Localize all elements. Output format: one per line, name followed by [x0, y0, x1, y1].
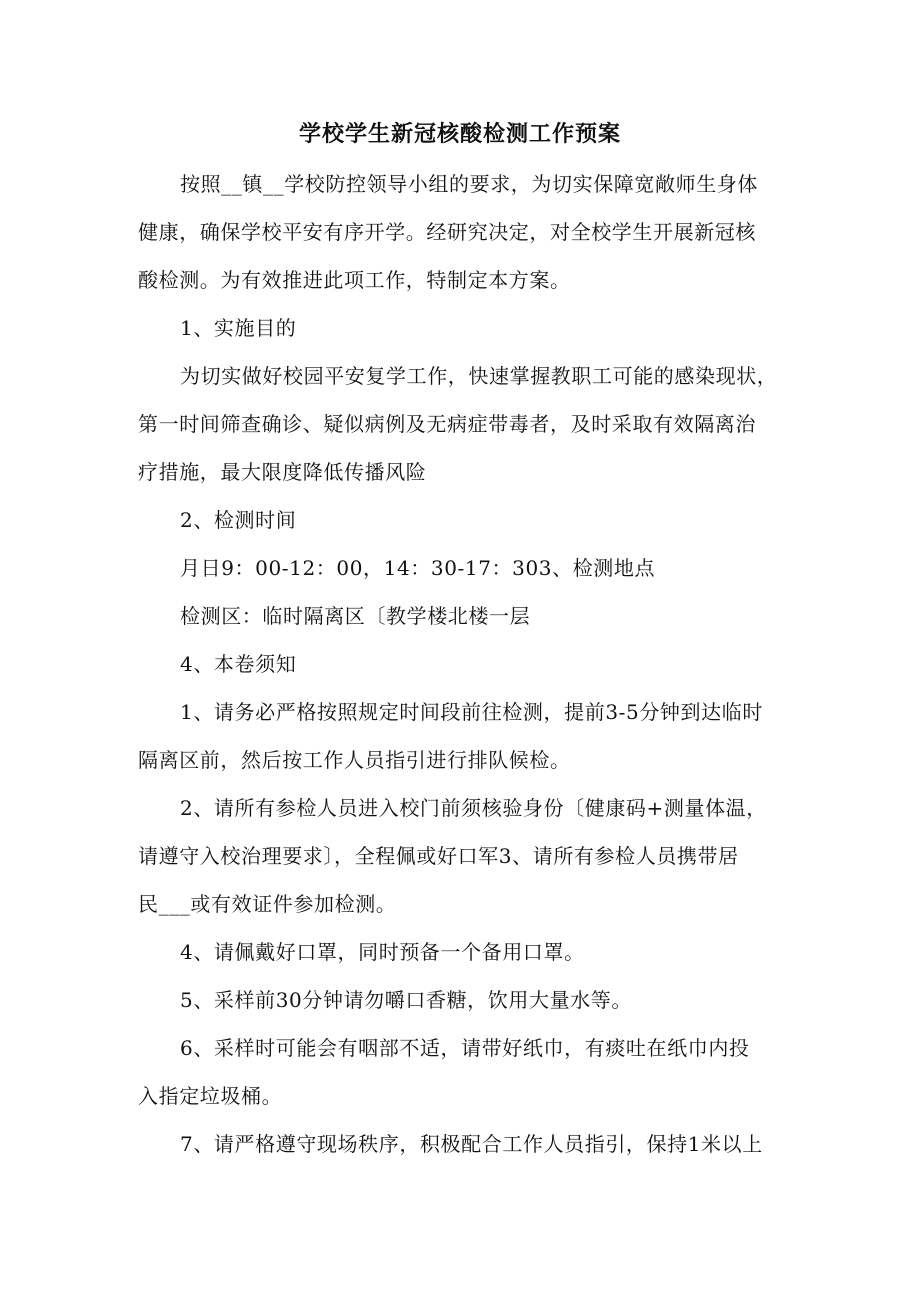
list-item-line: 4、请佩戴好口罩，同时预备一个备用口罩。 — [180, 940, 585, 964]
paragraph-line: 第一时间筛查确诊、疑似病例及无病症带毒者，及时采取有效隔离治 — [138, 412, 756, 436]
list-item-line: 入指定垃圾桶。 — [138, 1084, 283, 1108]
list-item-line: 请遵守入校治理要求〕，全程佩或好口军3、请所有参检人员携带居 — [138, 844, 739, 868]
document-title: 学校学生新冠核酸检测工作预案 — [298, 122, 621, 147]
section-heading: 4、本卷须知 — [180, 652, 297, 676]
list-item-line: 1、请务必严格按照规定时间段前往检测，提前3-5分钟到达临时 — [180, 700, 763, 724]
paragraph-line: 月日9：00-12：00，14：30-17：303、检测地点 — [180, 556, 656, 580]
section-heading: 2、检测时间 — [180, 508, 297, 532]
list-item-line: 隔离区前，然后按工作人员指引进行排队候检。 — [138, 748, 571, 772]
paragraph-line: 疗措施，最大限度降低传播风险 — [138, 460, 427, 484]
paragraph-line: 按照__镇__学校防控领导小组的要求，为切实保障宽敞师生身体 — [180, 172, 758, 196]
paragraph-line: 酸检测。为有效推进此项工作，特制定本方案。 — [138, 268, 571, 292]
list-item-line: 7、请严格遵守现场秩序，积极配合工作人员指引，保持1米以上 — [180, 1132, 763, 1156]
list-item-line: 2、请所有参检人员进入校门前须核验身份〔健康码+测量体温， — [180, 796, 767, 820]
list-item-line: 民___或有效证件参加检测。 — [138, 892, 397, 916]
list-item-line: 6、采样时可能会有咽部不适，请带好纸巾，有痰吐在纸巾内投 — [180, 1036, 750, 1060]
paragraph-line: 健康，确保学校平安有序开学。经研究决定，对全校学生开展新冠核 — [138, 220, 756, 244]
list-item-line: 5、采样前30分钟请勿嚼口香糖，饮用大量水等。 — [180, 988, 632, 1012]
paragraph-line: 检测区：临时隔离区〔教学楼北楼一层 — [180, 604, 531, 628]
paragraph-line: 为切实做好校园平安复学工作，快速掌握教职工可能的感染现状， — [180, 364, 778, 388]
section-heading: 1、实施目的 — [180, 316, 297, 340]
